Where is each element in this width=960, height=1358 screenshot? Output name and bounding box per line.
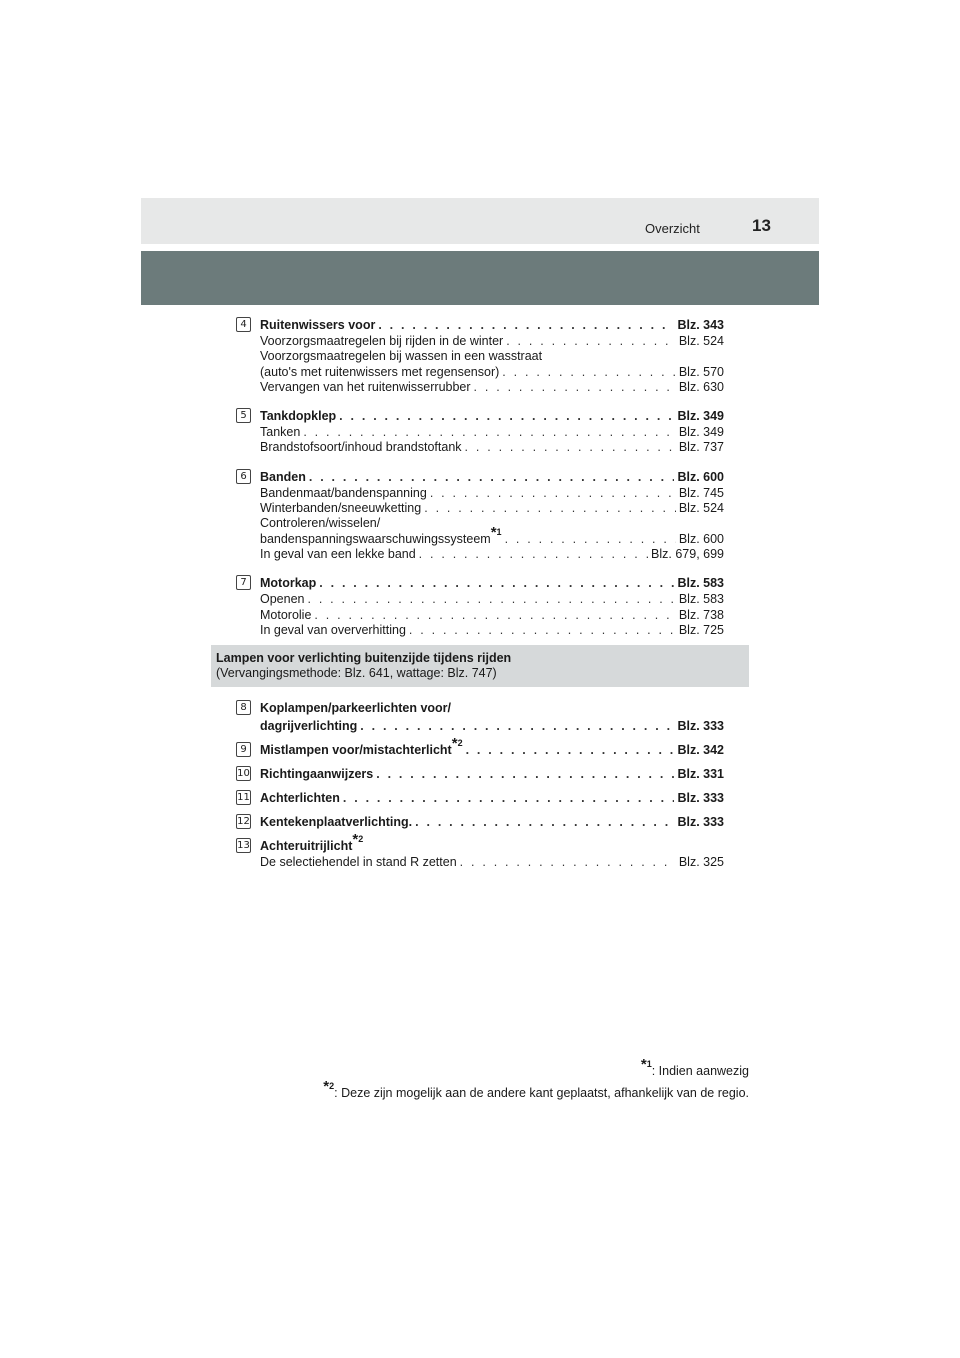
dot-leader: [430, 486, 676, 501]
section-title: Overzicht: [645, 221, 700, 236]
page-ref[interactable]: Blz. 600: [677, 469, 724, 484]
footnote-marker: *1: [490, 523, 502, 541]
banner-title: Lampen voor verlichting buitenzijde tijdens rijden: [216, 651, 512, 665]
page-ref[interactable]: Blz. 342: [677, 743, 724, 757]
dot-leader: [360, 717, 674, 735]
dot-leader: [307, 592, 675, 607]
toc-entry-richtingaanwijzers: [236, 765, 724, 783]
toc-entry-mistlampen: [236, 735, 724, 759]
entry-title-line: Koplampen/parkeerlichten voor/: [260, 701, 452, 715]
sub-entry-label: Motorolie: [260, 607, 312, 622]
footnote-text: : Deze zijn mogelijk aan de andere kant geplaatst, afhankelijk van de regio.: [334, 1086, 749, 1100]
page-number: 13: [752, 216, 771, 235]
footnote-2: $^{*2}$: Deze zijn mogelijk aan de andere kant geplaatst, afhankelijk van de regio.: [323, 1078, 749, 1100]
sub-entry-label: Voorzorgsmaatregelen bij wassen in een wasstraat: [260, 349, 543, 364]
page-ref[interactable]: Blz. 737: [678, 440, 724, 455]
page-ref[interactable]: Blz. 343: [677, 318, 724, 332]
sub-entry-label: Controleren/wisselen/: [260, 516, 381, 531]
footnote-marker: *2: [352, 831, 364, 848]
header-bar: [141, 198, 819, 244]
page-ref[interactable]: Blz. 349: [677, 409, 724, 424]
sub-entry-label: Voorzorgsmaatregelen bij rijden in de winter: [260, 334, 504, 348]
sub-entry-label: Tanken: [260, 425, 301, 440]
dot-leader: [343, 789, 675, 807]
dot-leader: [409, 623, 676, 638]
page-ref[interactable]: Blz. 570: [678, 364, 724, 379]
sub-entry-label: In geval van oververhitting: [260, 622, 406, 637]
dot-leader: [424, 501, 676, 516]
entry-title: Motorkap: [260, 576, 317, 591]
page-ref[interactable]: Blz. 333: [677, 791, 724, 805]
page-ref[interactable]: Blz. 600: [678, 531, 724, 546]
entry-title: Achterlichten: [260, 791, 340, 805]
dot-leader: [339, 407, 674, 425]
toc-entry-koplampen: [236, 699, 724, 735]
sub-entry-label: (auto's met ruitenwissers met regensensor): [260, 364, 500, 379]
page-ref[interactable]: Blz. 524: [678, 501, 724, 516]
sub-entry-label: Openen: [260, 592, 305, 607]
footnote-text: : Indien aanwezig: [651, 1064, 749, 1078]
entry-title: Ruitenwissers voor: [260, 318, 376, 332]
page-ref[interactable]: Blz. 583: [677, 576, 724, 591]
lamps-banner: [211, 645, 749, 687]
toc-entry-tankdopklep: [236, 407, 724, 456]
banner-subtitle: (Vervangingsmethode: Blz. 641, wattage: Blz. 747): [216, 666, 497, 680]
entry-title: Tankdopklep: [260, 409, 337, 424]
page-ref[interactable]: Blz. 331: [677, 767, 724, 781]
page-ref[interactable]: Blz. 333: [677, 815, 724, 829]
toc-entry-ruitenwissers: [236, 316, 724, 395]
entry-title: Achteruitrijlicht: [260, 839, 353, 853]
sub-entry-label: Vervangen van het ruitenwisserrubber: [260, 379, 471, 394]
dot-leader: [419, 547, 648, 562]
callout-number: 11: [237, 792, 250, 803]
callout-number: 7: [236, 575, 251, 590]
toc-entry-achteruitrijlicht: [236, 831, 724, 870]
callout-number: 6: [236, 469, 251, 484]
toc-entry-kentekenplaatverlichting: [236, 813, 724, 831]
dot-leader: [303, 425, 676, 440]
page-ref[interactable]: Blz. 333: [677, 719, 724, 733]
entry-title: Richtingaanwijzers: [260, 767, 374, 781]
page-ref[interactable]: Blz. 524: [678, 334, 724, 348]
entry-title: dagrijverlichting: [260, 719, 358, 733]
toc-entry-motorkap: [236, 574, 724, 638]
dot-leader: [502, 365, 676, 380]
toc-entry-achterlichten: [236, 789, 724, 807]
sub-entry-label: De selectiehendel in stand R zetten: [260, 855, 457, 869]
dot-leader: [474, 380, 676, 395]
page-ref[interactable]: Blz. 630: [678, 379, 724, 394]
dot-leader: [319, 574, 674, 592]
lamps-list: [236, 699, 724, 876]
sub-entry-label: In geval van een lekke band: [260, 546, 416, 561]
page-ref[interactable]: Blz. 745: [678, 485, 724, 500]
dot-leader: [466, 741, 675, 759]
dot-leader: [460, 855, 676, 870]
entry-title: Banden: [260, 469, 306, 484]
page-ref[interactable]: Blz. 725: [678, 622, 724, 637]
footnote-marker: *2: [451, 735, 463, 752]
callout-number: 4: [236, 317, 251, 332]
entry-title: Mistlampen voor/mistachterlicht: [260, 743, 452, 757]
sub-entry-label: Brandstofsoort/inhoud brandstoftank: [260, 440, 462, 455]
header-band: [141, 251, 819, 305]
callout-number: 13: [237, 840, 250, 851]
dot-leader: [415, 813, 674, 831]
page-ref[interactable]: Blz. 349: [678, 425, 724, 440]
callout-number: 12: [237, 816, 250, 827]
page-ref[interactable]: Blz. 583: [678, 592, 724, 607]
footnote-1: $^{*1}$: Indien aanwezig: [640, 1056, 749, 1078]
dot-leader: [309, 468, 675, 486]
sub-entry-label: bandenspanningswaarschuwingssysteem: [260, 531, 491, 546]
dot-leader: [506, 334, 676, 349]
sub-entry-label: Winterbanden/sneeuwketting: [260, 501, 422, 516]
dot-leader: [465, 440, 676, 455]
dot-leader: [376, 765, 674, 783]
page-ref[interactable]: Blz. 679, 699: [651, 546, 724, 561]
page-ref[interactable]: Blz. 325: [678, 855, 724, 869]
callout-number: 8: [236, 700, 251, 715]
callout-number: 9: [236, 742, 251, 757]
sub-entry-label: Bandenmaat/bandenspanning: [260, 485, 427, 500]
callout-number: 5: [236, 408, 251, 423]
dot-leader: [505, 532, 676, 547]
toc-list: [236, 316, 724, 650]
callout-number: 10: [237, 768, 250, 779]
page-ref[interactable]: Blz. 738: [678, 607, 724, 622]
toc-entry-banden: [236, 468, 724, 562]
dot-leader: [314, 608, 675, 623]
dot-leader: [378, 316, 674, 334]
entry-title: Kentekenplaatverlichting.: [260, 815, 413, 829]
